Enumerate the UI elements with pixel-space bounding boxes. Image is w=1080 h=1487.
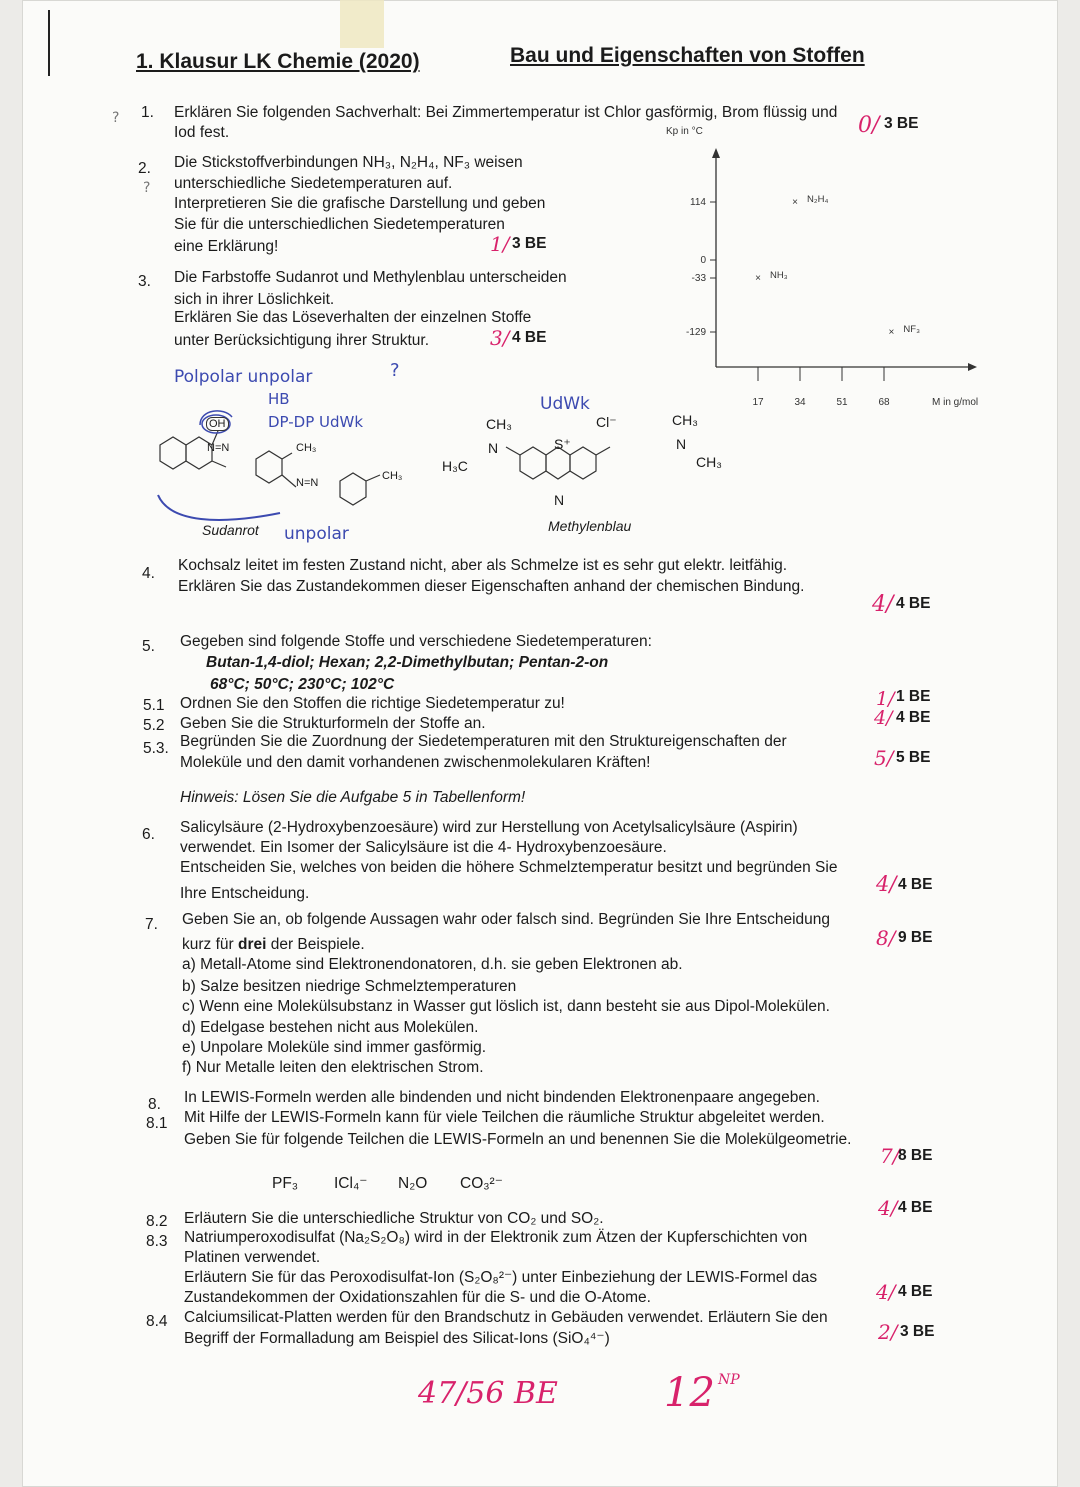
exam-topic: Bau und Eigenschaften von Stoffen: [510, 44, 865, 67]
q5-3-text-1: Begründen Sie die Zuordnung der Siedetemperaturen mit den Struktureigenschaften der: [180, 733, 787, 750]
q5-3-points: 5 BE: [896, 749, 931, 766]
h3c-label: H₃C: [442, 458, 468, 474]
note-hb: HB: [268, 390, 290, 408]
y-tick-label: -33: [691, 273, 706, 284]
q8-number: 8.: [148, 1096, 161, 1113]
q1-score: 0/: [858, 113, 880, 138]
note-dp: DP-DP UdWk: [268, 413, 364, 431]
q2-number: 2.: [138, 160, 151, 177]
q7-item: d) Edelgase bestehen nicht aus Molekülen.: [182, 1019, 479, 1036]
methylenblau-label: Methylenblau: [548, 518, 632, 534]
data-point-label: N₂H₄: [807, 194, 829, 205]
tape-strip: [340, 0, 384, 48]
x-tick-label: 34: [794, 397, 806, 408]
q7-item: b) Salze besitzen niedrige Schmelztemperaturen: [182, 978, 517, 995]
y-axis-label: Kp in °C: [666, 126, 703, 137]
q7-text-2a: kurz für: [182, 936, 238, 953]
x-tick-label: 68: [878, 397, 890, 408]
q8-intro: In LEWIS-Formeln werden alle bindenden und nicht bindenden Elektronenpaare angegeben.: [184, 1089, 820, 1106]
formula: ICl₄⁻: [334, 1175, 368, 1192]
q5-2-text: Geben Sie die Strukturformeln der Stoffe an.: [180, 715, 486, 732]
sudanrot-label: Sudanrot: [202, 522, 259, 538]
q7-item: a) Metall-Atome sind Elektronendonatoren, d.h. sie geben Elektronen ab.: [182, 956, 683, 973]
q5-2-number: 5.2: [143, 717, 165, 734]
q3-text-2: sich in ihrer Löslichkeit.: [174, 291, 335, 308]
q4-number: 4.: [142, 565, 155, 582]
azo-group: N=N: [296, 477, 319, 489]
q5-hint: Hinweis: Lösen Sie die Aufgabe 5 in Tabellenform!: [180, 789, 526, 806]
y-tick-label: 114: [690, 197, 706, 208]
ch3-label: CH₃: [672, 412, 698, 428]
formula: CO₃²⁻: [460, 1175, 503, 1192]
q7-text-2: [182, 935, 365, 955]
q8-4-points: 3 BE: [900, 1323, 935, 1340]
q2-text-1: Die Stickstoffverbindungen NH₃, N₂H₄, NF₃ weisen: [174, 154, 523, 171]
q8-3-text-3: Erläutern Sie für das Peroxodisulfat-Ion (S₂O₈²⁻) unter Einbeziehung der LEWIS-Formel das: [184, 1269, 818, 1286]
q5-3-text-2: Moleküle und den damit vorhandenen zwischenmolekularen Kräften!: [180, 754, 651, 771]
q7-score: 8/: [876, 926, 896, 950]
q8-4-text-1: Calciumsilicat-Platten werden für den Brandschutz in Gebäuden verwendet. Erläutern Sie den: [184, 1309, 828, 1326]
x-axis-label: M in g/mol: [932, 397, 979, 408]
q5-1-points: 1 BE: [896, 688, 931, 705]
q5-1-score: 1/: [876, 688, 895, 710]
q8-3-text-2: Platinen verwendet.: [184, 1249, 321, 1266]
q7-item: e) Unpolare Moleküle sind immer gasförmig.: [182, 1039, 487, 1056]
q3-points: 4 BE: [512, 329, 547, 346]
q5-2-score: 4/: [874, 707, 893, 729]
q7-item: f) Nur Metalle leiten den elektrischen Strom.: [182, 1059, 484, 1076]
q6-text-2: verwendet. Ein Isomer der Salicylsäure ist die 4- Hydroxybenzoesäure.: [180, 839, 667, 856]
oh-group: OH: [206, 417, 229, 431]
q5-temperatures: 68°C; 50°C; 230°C; 102°C: [210, 676, 395, 693]
ch3-label: CH₃: [296, 442, 317, 454]
q7-text-1: Geben Sie an, ob folgende Aussagen wahr oder falsch sind. Begründen Sie Ihre Entscheidung: [182, 911, 831, 928]
exam-title: 1. Klausur LK Chemie (2020): [136, 50, 420, 73]
y-tick-label: -129: [685, 327, 706, 338]
q6-score: 4/: [876, 872, 897, 896]
note-udwk: UdWk: [540, 394, 590, 414]
q6-text-3: Entscheiden Sie, welches von beiden die höhere Schmelztemperatur besitzt und begründen Sie: [180, 859, 838, 876]
data-point: ×: [888, 327, 895, 338]
ch3-label: CH₃: [696, 454, 722, 470]
q8-2-points: 4 BE: [898, 1199, 933, 1216]
chloride-label: Cl⁻: [596, 414, 617, 430]
q5-3-score: 5/: [874, 746, 894, 770]
q8-3-points: 4 BE: [898, 1283, 933, 1300]
margin-question-mark: ?: [143, 180, 151, 196]
q8-2-text: Erläutern Sie die unterschiedliche Struktur von CO₂ und SO₂.: [184, 1210, 604, 1227]
q8-2-number: 8.2: [146, 1213, 168, 1230]
q4-text-1: Kochsalz leitet im festen Zustand nicht, aber als Schmelze ist es sehr gut elektr. leitfähig.: [178, 557, 788, 574]
q8-1-points: 8 BE: [898, 1147, 933, 1164]
grade-points-label: NP: [718, 1372, 740, 1388]
q8-1-number: 8.1: [146, 1115, 168, 1132]
q2-text-4: Sie für die unterschiedlichen Siedetemperaturen: [174, 216, 505, 233]
note-question: ?: [390, 360, 400, 381]
q1-text-1: Erklären Sie folgenden Sachverhalt: Bei Zimmertemperatur ist Chlor gasförmig, Brom flüssig und: [174, 104, 838, 121]
q1-points: 3 BE: [884, 115, 919, 132]
q3-text-4: unter Berücksichtigung ihrer Struktur.: [174, 332, 430, 349]
q3-text-3: Erklären Sie das Löseverhalten der einzelnen Stoffe: [174, 309, 532, 326]
q7-item: c) Wenn eine Molekülsubstanz in Wasser gut löslich ist, dann besteht sie aus Dipol-Molekülen.: [182, 998, 830, 1015]
formula: PF₃: [272, 1175, 299, 1192]
q4-points: 4 BE: [896, 595, 931, 612]
q8-3-score: 4/: [876, 1280, 896, 1304]
q8-1-text-2: Geben Sie für folgende Teilchen die LEWIS-Formeln an und benennen Sie die Molekülgeometrie.: [184, 1131, 852, 1148]
binder-mark: [48, 10, 50, 76]
q5-1-number: 5.1: [143, 697, 165, 714]
note-polar: Polpolar unpolar: [174, 367, 313, 387]
azo-group: N=N: [207, 442, 230, 454]
q2-text-2: unterschiedliche Siedetemperaturen auf.: [174, 175, 453, 192]
q8-4-text-2: Begriff der Formalladung am Beispiel des Silicat-Ions (SiO₄⁴⁻): [184, 1330, 610, 1347]
data-point: ×: [792, 197, 798, 208]
q3-score: 3/: [490, 326, 510, 350]
data-point-label: NH₃: [770, 270, 788, 281]
q5-number: 5.: [142, 638, 155, 655]
q5-3-number: 5.3.: [143, 740, 169, 757]
q4-score: 4/: [872, 592, 894, 617]
n-label: N: [676, 436, 687, 452]
q8-1-text-1: Mit Hilfe der LEWIS-Formeln kann für viele Teilchen die räumliche Struktur abgeleitet werden.: [184, 1109, 825, 1126]
q5-intro: Gegeben sind folgende Stoffe und verschiedene Siedetemperaturen:: [180, 633, 652, 650]
q5-2-points: 4 BE: [896, 709, 931, 726]
q5-1-text: Ordnen Sie den Stoffen die richtige Siedetemperatur zu!: [180, 695, 565, 712]
data-point: ×: [755, 273, 761, 284]
boiling-point-chart: [660, 120, 1000, 420]
q8-3-text-4: Zustandekommen der Oxidationszahlen für die S- und die O-Atome.: [184, 1289, 651, 1306]
ch3-label: CH₃: [382, 470, 403, 482]
x-tick-label: 51: [836, 397, 848, 408]
n-label: N: [554, 492, 565, 508]
q7-points: 9 BE: [898, 929, 933, 946]
q3-number: 3.: [138, 273, 151, 290]
q2-text-3: Interpretieren Sie die grafische Darstellung und geben: [174, 195, 546, 212]
q8-3-number: 8.3: [146, 1233, 168, 1250]
q7-text-2c: der Beispiele.: [266, 936, 365, 953]
q8-4-number: 8.4: [146, 1313, 168, 1330]
q5-substances: Butan-1,4-diol; Hexan; 2,2-Dimethylbutan; Pentan-2-on: [206, 654, 609, 671]
q8-4-score: 2/: [878, 1320, 898, 1344]
q1-number: 1.: [141, 104, 154, 121]
y-tick-label: 0: [700, 255, 706, 266]
q2-score: 1/: [490, 232, 510, 256]
total-score: 47/56 BE: [418, 1376, 558, 1411]
q6-text-1: Salicylsäure (2-Hydroxybenzoesäure) wird zur Herstellung von Acetylsalicylsäure (Aspirin): [180, 819, 798, 836]
x-tick-label: 17: [752, 397, 764, 408]
sulfur-label: S⁺: [554, 436, 571, 452]
q2-points: 3 BE: [512, 235, 547, 252]
margin-question-mark: ?: [112, 110, 120, 126]
q8-3-text-1: Natriumperoxodisulfat (Na₂S₂O₈) wird in der Elektronik zum Ätzen der Kupferschichten von: [184, 1229, 808, 1246]
q8-2-score: 4/: [878, 1196, 898, 1220]
note-unpolar: unpolar: [284, 524, 349, 544]
q3-text-1: Die Farbstoffe Sudanrot und Methylenblau unterscheiden: [174, 269, 567, 286]
n-label: N: [488, 440, 499, 456]
q6-number: 6.: [142, 826, 155, 843]
q2-text-5: eine Erklärung!: [174, 238, 279, 255]
q1-text-2: Iod fest.: [174, 124, 230, 141]
q7-text-2b: drei: [237, 936, 267, 953]
formula: N₂O: [398, 1175, 428, 1192]
ch3-label: CH₃: [486, 416, 512, 432]
data-point-label: NF₃: [903, 324, 920, 335]
q8-1-score: 7/: [880, 1144, 900, 1168]
q7-number: 7.: [145, 916, 158, 933]
q6-points: 4 BE: [898, 876, 933, 893]
y-axis-arrow: [712, 148, 720, 158]
q6-text-4: Ihre Entscheidung.: [180, 885, 310, 902]
grade-points: 12: [664, 1370, 715, 1416]
x-axis-arrow: [968, 363, 977, 371]
q4-text-2: Erklären Sie das Zustandekommen dieser Eigenschaften anhand der chemischen Bindung.: [178, 578, 805, 595]
